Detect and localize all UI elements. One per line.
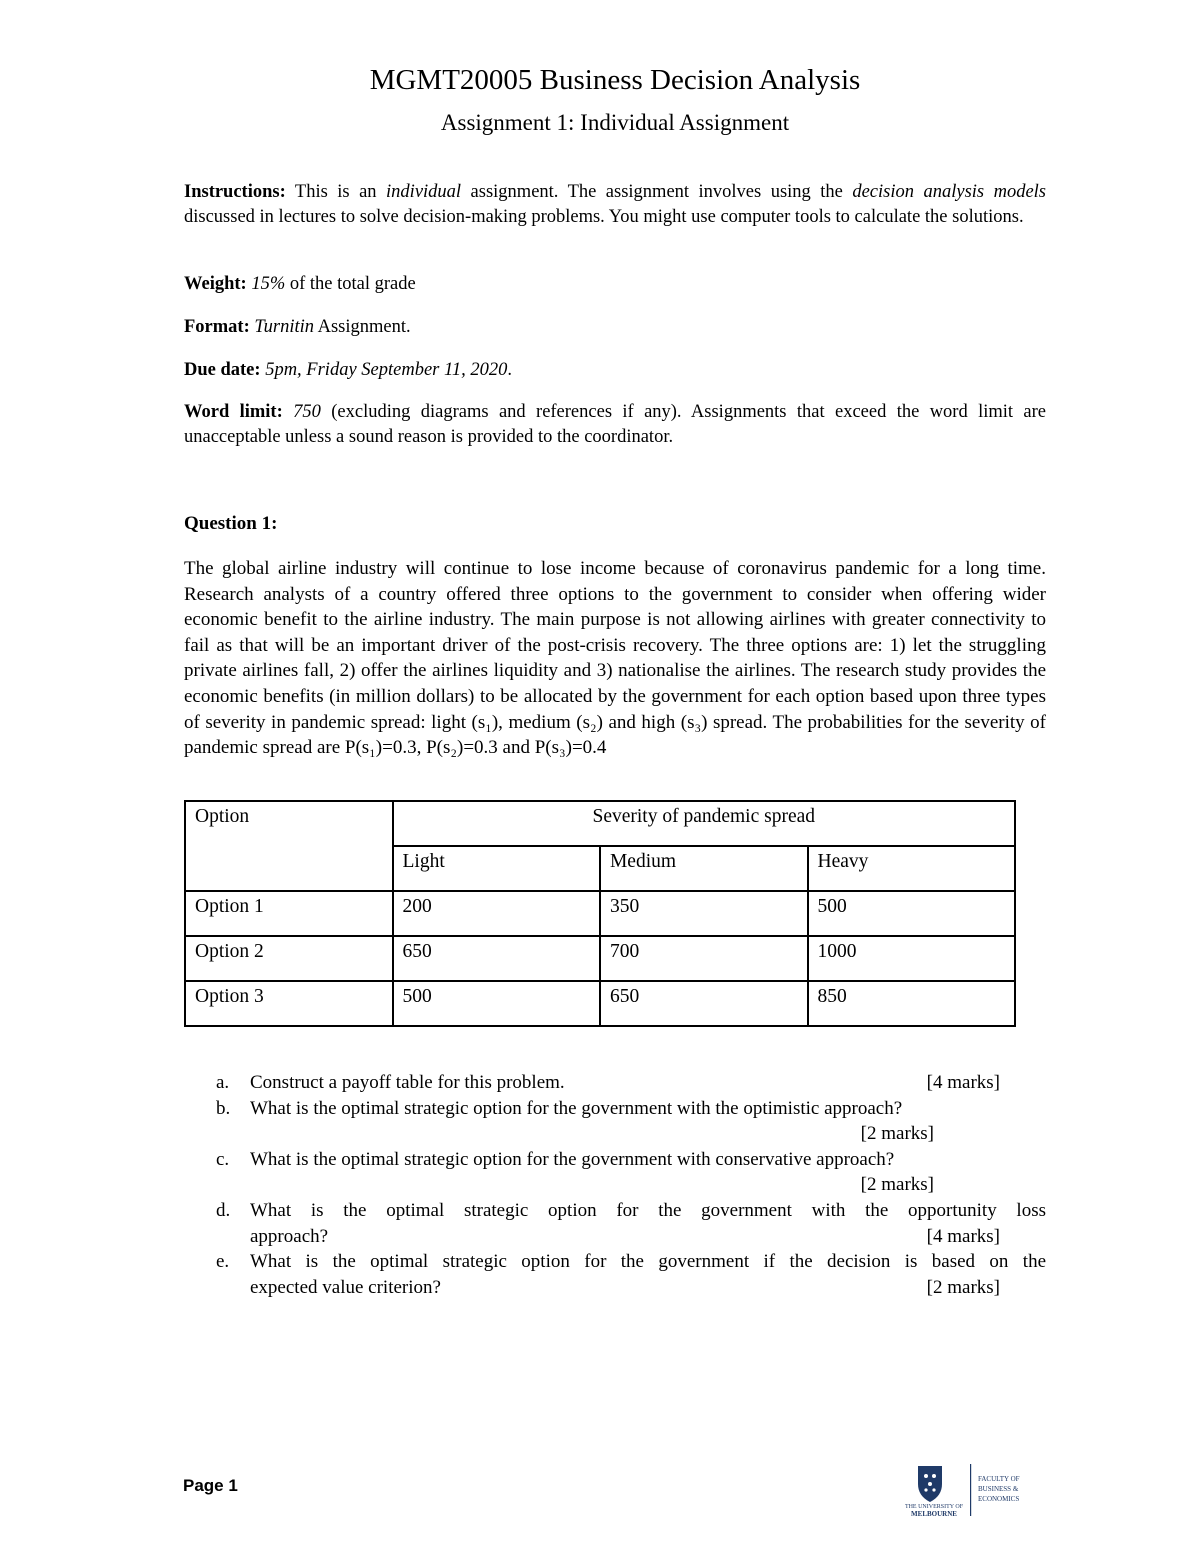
- table-row: [185, 936, 1015, 981]
- question-text-line-1: What is the optimal strategic option for the government if the decision is based on the: [250, 1251, 1046, 1273]
- question-item-b: [216, 1096, 1046, 1147]
- question-text: What is the optimal strategic option for the government with the optimistic approach?: [250, 1097, 903, 1119]
- question-text-line-2: [250, 1275, 1046, 1301]
- question-1-body: The global airline industry will continue to lose income because of coronavirus pandemic for a long time. Research analysts of a country offered three options to the government to consider when offering wider economic benefit to the airline industry. The main purpose is not allowing airlines with greater connectivity to fail as that will be an important driver of the post-crisis recovery. The three options are: 1) let the struggling private airlines fall, 2) offer the airlines liquidity and 3) nationalise the airlines. The research study provides the economic benefits (in million dollars) to be allocated by the government for each option based upon three types of severity in pandemic spread: light (s₁), medium (s₂) and high (s₃) spread. The probabilities for the severity of pandemic spread are P(s₁)=0.3, P(s₂)=0.3 and P(s₃)=0.4: [184, 558, 1046, 759]
- column-header-light: Light: [393, 846, 600, 891]
- table-cell: 1000: [808, 936, 1016, 981]
- question-letter: b.: [216, 1097, 231, 1119]
- format-value: Turnitin: [254, 317, 315, 337]
- question-item-d: [216, 1198, 1046, 1249]
- column-header-medium: Medium: [600, 846, 808, 891]
- instructions-emphasis-models: decision analysis models: [852, 182, 1047, 202]
- format-label: Format:: [184, 317, 250, 337]
- university-logo: [904, 1462, 1034, 1522]
- question-text-line-2-text: expected value criterion?: [250, 1276, 441, 1298]
- question-1-heading: Question 1:: [184, 513, 278, 534]
- question-text-line-1: What is the optimal strategic option for the government with the opportunity loss: [250, 1199, 1046, 1221]
- logo-right-line-1: FACULTY OF: [978, 1475, 1020, 1483]
- format-rest: Assignment.: [314, 317, 411, 337]
- weight-label: Weight:: [184, 274, 247, 294]
- table-cell: 650: [600, 981, 808, 1026]
- table-cell: 500: [393, 981, 600, 1026]
- payoff-table: [184, 800, 1016, 1027]
- question-marks: [4 marks]: [926, 1225, 1000, 1247]
- column-header-heavy: Heavy: [808, 846, 1016, 891]
- option-1-label: Option 1: [185, 891, 393, 936]
- question-text-line-2: [250, 1224, 1046, 1250]
- question-text: What is the optimal strategic option for the government with conservative approach?: [250, 1148, 895, 1170]
- table-cell: 650: [393, 936, 600, 981]
- instructions-text-1: This is an: [285, 182, 387, 202]
- severity-group-header: Severity of pandemic spread: [393, 801, 1016, 846]
- word-limit-label: Word limit:: [184, 402, 283, 422]
- due-date-label: Due date:: [184, 360, 261, 380]
- instructions-label: Instructions:: [184, 182, 286, 202]
- question-letter: c.: [216, 1148, 230, 1170]
- question-item-e: [216, 1249, 1046, 1300]
- word-limit-paragraph: [184, 400, 1046, 450]
- question-marks: [2 marks]: [860, 1174, 934, 1196]
- table-row: [185, 891, 1015, 936]
- logo-left-line-2: MELBOURNE: [911, 1510, 957, 1518]
- format-line: [184, 315, 1046, 340]
- document-title: MGMT20005 Business Decision Analysis: [369, 64, 861, 96]
- instructions-text-2: assignment. The assignment involves using the: [461, 182, 853, 202]
- question-marks: [2 marks]: [926, 1276, 1000, 1298]
- table-header-row: [185, 801, 1015, 846]
- question-text-line-2-text: approach?: [250, 1225, 329, 1247]
- due-date-rest: .: [507, 360, 512, 380]
- logo-left-line-1: THE UNIVERSITY OF: [904, 1504, 964, 1510]
- weight-rest: of the total grade: [285, 274, 416, 294]
- word-limit-value: 750: [293, 402, 321, 422]
- logo-right-line-3: ECONOMICS: [978, 1495, 1020, 1503]
- question-list: [216, 1070, 1046, 1300]
- table-cell: 700: [600, 936, 808, 981]
- instructions-emphasis-individual: individual: [386, 182, 462, 202]
- question-item-a: [216, 1070, 1046, 1096]
- table-row: [185, 981, 1015, 1026]
- due-date-line: [184, 358, 1046, 383]
- option-3-label: Option 3: [185, 981, 393, 1026]
- page-number: Page 1: [183, 1476, 238, 1495]
- document-subtitle: Assignment 1: Individual Assignment: [440, 110, 790, 135]
- question-marks: [4 marks]: [926, 1072, 1000, 1093]
- weight-value: 15%: [251, 274, 286, 294]
- table-cell: 350: [600, 891, 808, 936]
- logo-right-line-2: BUSINESS &: [978, 1485, 1019, 1493]
- question-text: Construct a payoff table for this problem.: [250, 1072, 565, 1093]
- instructions-paragraph: [184, 180, 1046, 230]
- weight-line: [184, 272, 1046, 297]
- question-letter: d.: [216, 1199, 231, 1221]
- question-letter: a.: [216, 1072, 230, 1093]
- word-limit-rest: (excluding diagrams and references if any). Assignments that exceed the word limit are unacceptable unless a sound reason is provided to the coordinator.: [184, 402, 1046, 447]
- question-letter: e.: [216, 1251, 230, 1273]
- instructions-text-3: discussed in lectures to solve decision-making problems. You might use computer tools to calculate the solutions.: [184, 207, 1024, 227]
- table-cell: 850: [808, 981, 1016, 1026]
- question-marks: [2 marks]: [860, 1123, 934, 1145]
- table-cell: 500: [808, 891, 1016, 936]
- question-item-c: [216, 1147, 1046, 1198]
- due-date-value: 5pm, Friday September 11, 2020: [265, 360, 508, 380]
- option-header-cell: Option: [185, 801, 393, 891]
- table-cell: 200: [393, 891, 600, 936]
- option-2-label: Option 2: [185, 936, 393, 981]
